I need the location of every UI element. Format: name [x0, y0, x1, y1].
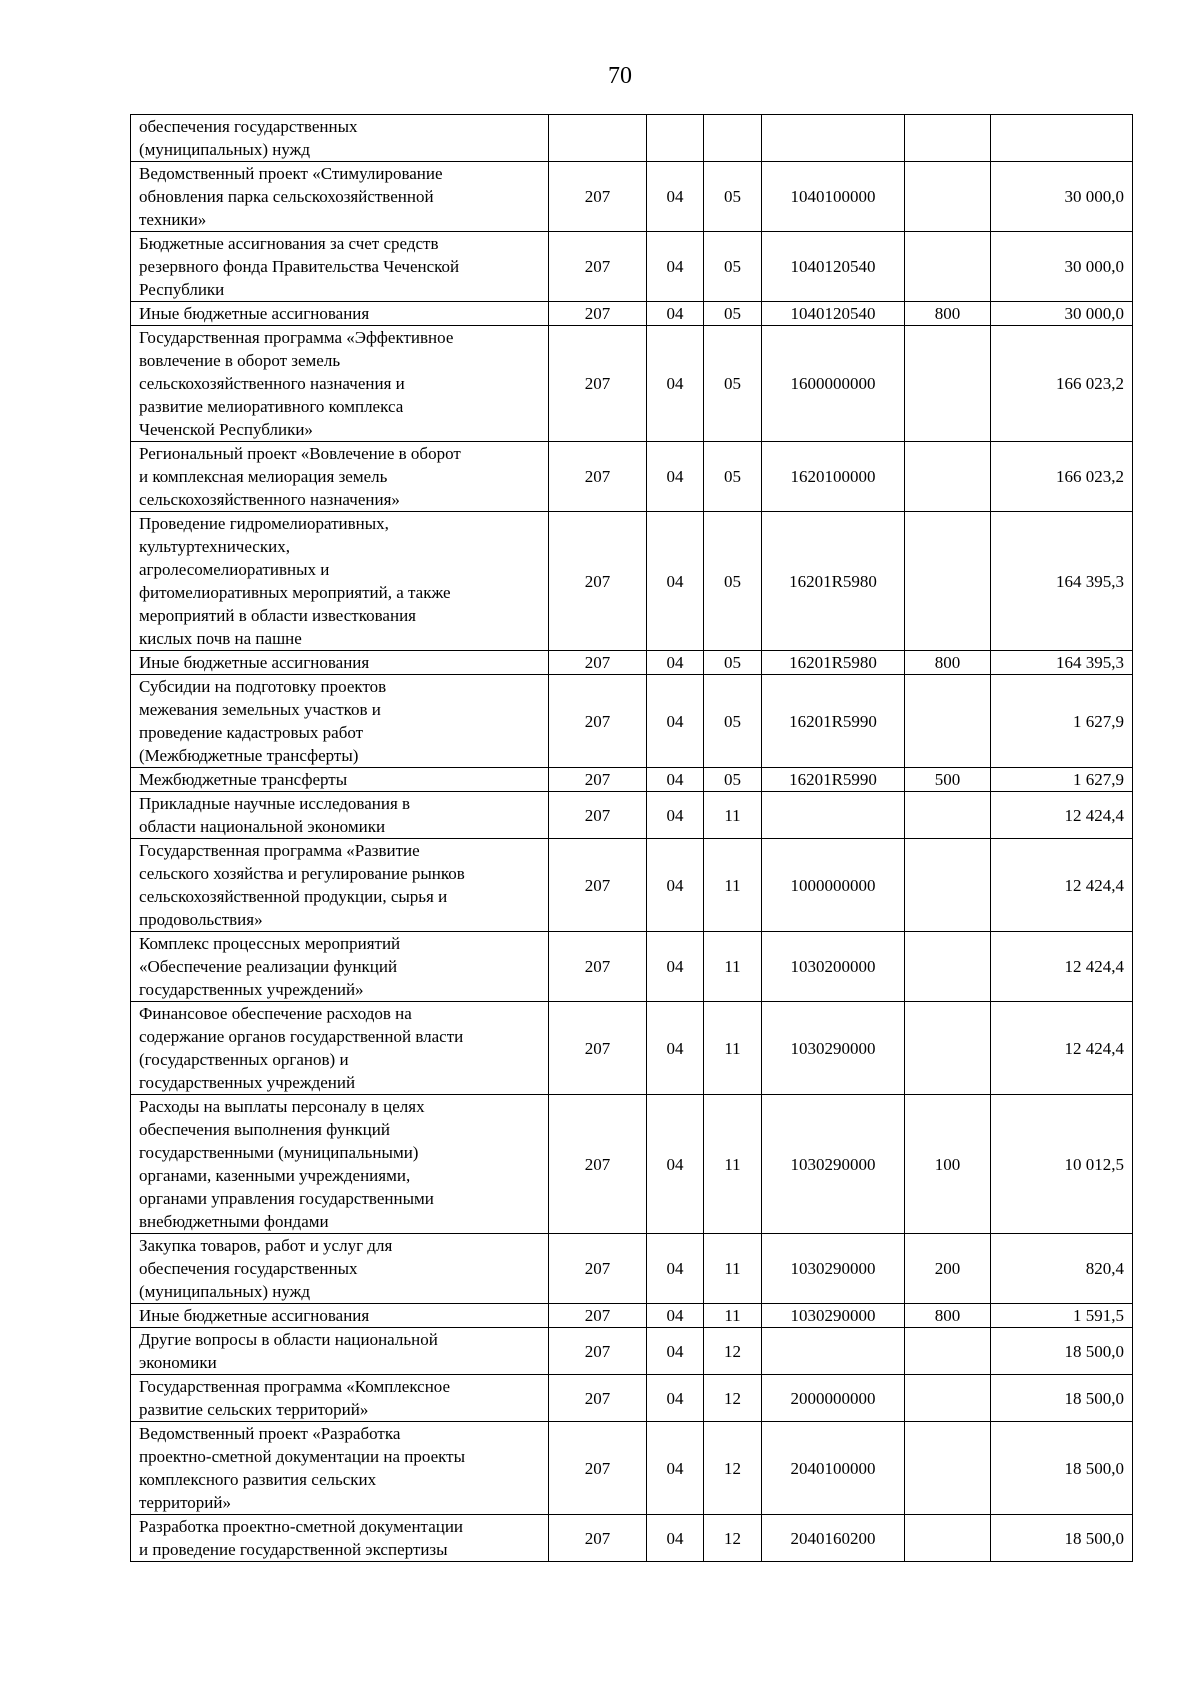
row-label: Государственная программа «Эффективное вовлечение в оборот земель сельскохозяйственного назначения и развитие мелиоративного комплекса Чеченской Республики» [139, 328, 454, 439]
table-row [131, 162, 1133, 232]
cell-value: 05 [724, 374, 741, 393]
cell-value: 1040120540 [790, 257, 876, 276]
cell-value: 12 424,4 [1064, 957, 1124, 976]
amount-cell [991, 675, 1133, 768]
cell-value: 1 591,5 [1073, 1306, 1124, 1325]
row-label: Иные бюджетные ассигнования [139, 1306, 370, 1325]
target-article-cell [762, 792, 905, 839]
amount-cell [991, 839, 1133, 932]
ministry-code-cell [549, 839, 647, 932]
cell-value: 04 [666, 711, 684, 731]
table-row [131, 651, 1133, 675]
expense-type-cell [905, 839, 991, 932]
expense-type-cell [905, 792, 991, 839]
cell-value: 04 [666, 1154, 684, 1174]
amount-cell [991, 1234, 1133, 1304]
cell-value: 11 [724, 957, 741, 976]
cell-value: 820,4 [1085, 1259, 1124, 1278]
subsection-code-cell [704, 1515, 762, 1562]
cell-value: 1 627,9 [1073, 711, 1124, 731]
amount-cell [991, 1422, 1133, 1515]
row-label: Ведомственный проект «Стимулирование обновления парка сельскохозяйственной техники» [139, 164, 443, 229]
cell-value: 164 395,3 [1056, 653, 1124, 672]
row-name-cell [131, 768, 549, 792]
amount-cell [991, 232, 1133, 302]
target-article-cell [762, 768, 905, 792]
cell-value: 16201R5990 [789, 770, 877, 789]
cell-value: 11 [724, 805, 741, 825]
amount-cell [991, 651, 1133, 675]
row-label: обеспечения государственных (муниципальных) нужд [139, 117, 358, 159]
cell-value: 04 [666, 805, 684, 825]
row-name-cell [131, 115, 549, 162]
table-row [131, 1515, 1133, 1562]
table-row [131, 932, 1133, 1002]
expense-type-cell [905, 1095, 991, 1234]
cell-value: 12 [724, 1458, 741, 1478]
cell-value: 2040160200 [790, 1528, 876, 1548]
row-name-cell [131, 1002, 549, 1095]
cell-value: 207 [584, 1038, 611, 1058]
table-row [131, 326, 1133, 442]
cell-value: 04 [666, 770, 684, 789]
expense-type-cell [905, 1304, 991, 1328]
amount-cell [991, 442, 1133, 512]
table-row [131, 792, 1133, 839]
cell-value: 04 [666, 1388, 684, 1408]
row-label: Межбюджетные трансферты [139, 770, 348, 789]
amount-cell [991, 1095, 1133, 1234]
subsection-code-cell [704, 651, 762, 675]
subsection-code-cell [704, 442, 762, 512]
subsection-code-cell [704, 1422, 762, 1515]
cell-value: 11 [724, 1306, 741, 1325]
cell-value: 207 [584, 805, 611, 825]
section-code-cell [647, 1002, 704, 1095]
table-row [131, 1234, 1133, 1304]
amount-cell [991, 115, 1133, 162]
row-name-cell [131, 1095, 549, 1234]
cell-value: 04 [666, 875, 684, 895]
cell-value: 30 000,0 [1064, 187, 1124, 206]
expense-type-cell [905, 1422, 991, 1515]
ministry-code-cell [549, 512, 647, 651]
table-row [131, 115, 1133, 162]
amount-cell [991, 1002, 1133, 1095]
cell-value: 800 [934, 653, 961, 672]
subsection-code-cell [704, 326, 762, 442]
subsection-code-cell [704, 1328, 762, 1375]
cell-value: 18 500,0 [1064, 1341, 1124, 1361]
cell-value: 1000000000 [790, 875, 876, 895]
section-code-cell [647, 232, 704, 302]
row-name-cell [131, 302, 549, 326]
expense-type-cell [905, 1234, 991, 1304]
target-article-cell [762, 675, 905, 768]
row-name-cell [131, 932, 549, 1002]
target-article-cell [762, 232, 905, 302]
row-label: Ведомственный проект «Разработка проектно-сметной документации на проекты комплексного развития сельских территорий» [139, 1424, 465, 1512]
cell-value: 04 [666, 1341, 684, 1361]
section-code-cell [647, 115, 704, 162]
row-label: Закупка товаров, работ и услуг для обеспечения государственных (муниципальных) нужд [139, 1236, 393, 1301]
ministry-code-cell [549, 326, 647, 442]
section-code-cell [647, 442, 704, 512]
cell-value: 1030290000 [790, 1306, 876, 1325]
cell-value: 1030290000 [790, 1038, 876, 1058]
target-article-cell [762, 162, 905, 232]
subsection-code-cell [704, 839, 762, 932]
cell-value: 11 [724, 1259, 741, 1278]
ministry-code-cell [549, 442, 647, 512]
page-number: 70 [608, 63, 632, 89]
cell-value: 16201R5980 [789, 571, 877, 591]
row-label: Бюджетные ассигнования за счет средств резервного фонда Правительства Чеченской Республики [139, 234, 460, 299]
cell-value: 04 [666, 957, 684, 976]
section-code-cell [647, 326, 704, 442]
amount-cell [991, 768, 1133, 792]
subsection-code-cell [704, 932, 762, 1002]
subsection-code-cell [704, 232, 762, 302]
table-row [131, 768, 1133, 792]
target-article-cell [762, 839, 905, 932]
cell-value: 207 [584, 1458, 611, 1478]
row-name-cell [131, 792, 549, 839]
cell-value: 05 [724, 571, 741, 591]
table-row [131, 232, 1133, 302]
target-article-cell [762, 1002, 905, 1095]
row-name-cell [131, 442, 549, 512]
table-row [131, 1095, 1133, 1234]
row-name-cell [131, 651, 549, 675]
table-row [131, 302, 1133, 326]
row-label: Проведение гидромелиоративных, культуртехнических, агролесомелиоративных и фитомелиоративных мероприятий, а также мероприятий в области известкования кислых почв на пашне [139, 514, 451, 648]
table-row [131, 512, 1133, 651]
subsection-code-cell [704, 302, 762, 326]
section-code-cell [647, 302, 704, 326]
cell-value: 04 [666, 374, 684, 393]
subsection-code-cell [704, 1095, 762, 1234]
cell-value: 04 [666, 1528, 684, 1548]
ministry-code-cell [549, 1328, 647, 1375]
section-code-cell [647, 792, 704, 839]
section-code-cell [647, 1304, 704, 1328]
target-article-cell [762, 1095, 905, 1234]
cell-value: 207 [584, 304, 611, 323]
section-code-cell [647, 675, 704, 768]
row-name-cell [131, 1515, 549, 1562]
cell-value: 16201R5980 [789, 653, 877, 672]
row-label: Другие вопросы в области национальной экономики [139, 1330, 438, 1372]
cell-value: 1600000000 [790, 374, 876, 393]
cell-value: 800 [934, 1306, 961, 1325]
cell-value: 207 [584, 1306, 611, 1325]
expense-type-cell [905, 1515, 991, 1562]
cell-value: 11 [724, 875, 741, 895]
budget-table [130, 114, 1133, 1562]
subsection-code-cell [704, 1002, 762, 1095]
cell-value: 05 [724, 770, 741, 789]
row-label: Прикладные научные исследования в области национальной экономики [139, 794, 411, 836]
subsection-code-cell [704, 162, 762, 232]
subsection-code-cell [704, 675, 762, 768]
target-article-cell [762, 932, 905, 1002]
target-article-cell [762, 115, 905, 162]
table-row [131, 1328, 1133, 1375]
cell-value: 04 [666, 257, 684, 276]
cell-value: 164 395,3 [1056, 571, 1124, 591]
cell-value: 05 [724, 304, 741, 323]
subsection-code-cell [704, 115, 762, 162]
cell-value: 05 [724, 653, 741, 672]
table-row [131, 1002, 1133, 1095]
section-code-cell [647, 162, 704, 232]
expense-type-cell [905, 675, 991, 768]
expense-type-cell [905, 1375, 991, 1422]
cell-value: 12 [724, 1528, 741, 1548]
cell-value: 200 [934, 1259, 961, 1278]
cell-value: 1 627,9 [1073, 770, 1124, 789]
ministry-code-cell [549, 232, 647, 302]
target-article-cell [762, 326, 905, 442]
section-code-cell [647, 768, 704, 792]
ministry-code-cell [549, 768, 647, 792]
subsection-code-cell [704, 1304, 762, 1328]
cell-value: 04 [666, 304, 684, 323]
section-code-cell [647, 1328, 704, 1375]
table-row [131, 839, 1133, 932]
subsection-code-cell [704, 768, 762, 792]
cell-value: 10 012,5 [1064, 1154, 1124, 1174]
cell-value: 207 [584, 711, 611, 731]
cell-value: 30 000,0 [1064, 257, 1124, 276]
target-article-cell [762, 651, 905, 675]
amount-cell [991, 512, 1133, 651]
expense-type-cell [905, 932, 991, 1002]
amount-cell [991, 1304, 1133, 1328]
cell-value: 207 [584, 1259, 611, 1278]
cell-value: 1030290000 [790, 1154, 876, 1174]
target-article-cell [762, 512, 905, 651]
cell-value: 207 [584, 653, 611, 672]
row-label: Иные бюджетные ассигнования [139, 653, 370, 672]
expense-type-cell [905, 162, 991, 232]
ministry-code-cell [549, 1095, 647, 1234]
row-name-cell [131, 839, 549, 932]
section-code-cell [647, 932, 704, 1002]
ministry-code-cell [549, 1304, 647, 1328]
expense-type-cell [905, 232, 991, 302]
ministry-code-cell [549, 651, 647, 675]
cell-value: 18 500,0 [1064, 1458, 1124, 1478]
subsection-code-cell [704, 1234, 762, 1304]
cell-value: 2000000000 [790, 1388, 876, 1408]
cell-value: 207 [584, 257, 611, 276]
ministry-code-cell [549, 932, 647, 1002]
amount-cell [991, 1515, 1133, 1562]
expense-type-cell [905, 1328, 991, 1375]
cell-value: 18 500,0 [1064, 1388, 1124, 1408]
ministry-code-cell [549, 1375, 647, 1422]
row-name-cell [131, 326, 549, 442]
ministry-code-cell [549, 162, 647, 232]
cell-value: 04 [666, 1458, 684, 1478]
expense-type-cell [905, 326, 991, 442]
cell-value: 207 [584, 957, 611, 976]
target-article-cell [762, 1515, 905, 1562]
cell-value: 1040100000 [790, 187, 876, 206]
table-row [131, 442, 1133, 512]
cell-value: 1030290000 [790, 1259, 876, 1278]
amount-cell [991, 302, 1133, 326]
ministry-code-cell [549, 1234, 647, 1304]
subsection-code-cell [704, 512, 762, 651]
cell-value: 11 [724, 1154, 741, 1174]
cell-value: 05 [724, 711, 741, 731]
section-code-cell [647, 1422, 704, 1515]
table-row [131, 675, 1133, 768]
cell-value: 207 [584, 1154, 611, 1174]
cell-value: 04 [666, 187, 684, 206]
cell-value: 18 500,0 [1064, 1528, 1124, 1548]
ministry-code-cell [549, 1515, 647, 1562]
cell-value: 11 [724, 1038, 741, 1058]
row-name-cell [131, 1234, 549, 1304]
cell-value: 1620100000 [790, 467, 876, 486]
subsection-code-cell [704, 792, 762, 839]
expense-type-cell [905, 302, 991, 326]
cell-value: 04 [666, 1306, 684, 1325]
cell-value: 12 424,4 [1064, 1038, 1124, 1058]
cell-value: 207 [584, 374, 611, 393]
cell-value: 30 000,0 [1064, 304, 1124, 323]
cell-value: 100 [934, 1154, 961, 1174]
section-code-cell [647, 512, 704, 651]
cell-value: 12 [724, 1341, 741, 1361]
amount-cell [991, 326, 1133, 442]
cell-value: 12 424,4 [1064, 805, 1124, 825]
table-row [131, 1304, 1133, 1328]
section-code-cell [647, 651, 704, 675]
row-label: Государственная программа «Комплексное развитие сельских территорий» [139, 1377, 451, 1419]
cell-value: 207 [584, 1388, 611, 1408]
cell-value: 207 [584, 187, 611, 206]
cell-value: 207 [584, 467, 611, 486]
cell-value: 207 [584, 571, 611, 591]
subsection-code-cell [704, 1375, 762, 1422]
cell-value: 800 [934, 304, 961, 323]
row-name-cell [131, 1422, 549, 1515]
row-label: Расходы на выплаты персоналу в целях обеспечения выполнения функций государственными (муниципальными) органами, казенными учреждениями, органами управления государственными внебюджетными фондами [139, 1097, 434, 1231]
expense-type-cell [905, 651, 991, 675]
cell-value: 2040100000 [790, 1458, 876, 1478]
cell-value: 12 [724, 1388, 741, 1408]
amount-cell [991, 792, 1133, 839]
row-label: Иные бюджетные ассигнования [139, 304, 370, 323]
cell-value: 05 [724, 257, 741, 276]
cell-value: 12 424,4 [1064, 875, 1124, 895]
expense-type-cell [905, 115, 991, 162]
ministry-code-cell [549, 1002, 647, 1095]
cell-value: 166 023,2 [1056, 374, 1124, 393]
row-name-cell [131, 675, 549, 768]
table-body [131, 115, 1133, 1562]
amount-cell [991, 1375, 1133, 1422]
row-label: Региональный проект «Вовлечение в оборот и комплексная мелиорация земель сельскохозяйственного назначения» [139, 444, 461, 509]
expense-type-cell [905, 442, 991, 512]
section-code-cell [647, 1515, 704, 1562]
target-article-cell [762, 1422, 905, 1515]
cell-value: 04 [666, 653, 684, 672]
target-article-cell [762, 442, 905, 512]
target-article-cell [762, 1328, 905, 1375]
cell-value: 04 [666, 1038, 684, 1058]
cell-value: 1040120540 [790, 304, 876, 323]
section-code-cell [647, 1095, 704, 1234]
cell-value: 500 [934, 770, 961, 789]
cell-value: 04 [666, 467, 684, 486]
expense-type-cell [905, 768, 991, 792]
row-label: Разработка проектно-сметной документации и проведение государственной экспертизы [139, 1517, 464, 1559]
ministry-code-cell [549, 1422, 647, 1515]
amount-cell [991, 932, 1133, 1002]
section-code-cell [647, 839, 704, 932]
amount-cell [991, 1328, 1133, 1375]
target-article-cell [762, 1375, 905, 1422]
row-label: Комплекс процессных мероприятий «Обеспечение реализации функций государственных учреждений» [139, 934, 401, 999]
row-name-cell [131, 512, 549, 651]
section-code-cell [647, 1375, 704, 1422]
cell-value: 16201R5990 [789, 711, 877, 731]
table-row [131, 1422, 1133, 1515]
ministry-code-cell [549, 302, 647, 326]
ministry-code-cell [549, 115, 647, 162]
ministry-code-cell [549, 792, 647, 839]
cell-value: 1030200000 [790, 957, 876, 976]
cell-value: 207 [584, 1528, 611, 1548]
target-article-cell [762, 302, 905, 326]
cell-value: 05 [724, 467, 741, 486]
expense-type-cell [905, 1002, 991, 1095]
table-row [131, 1375, 1133, 1422]
cell-value: 207 [584, 875, 611, 895]
target-article-cell [762, 1304, 905, 1328]
cell-value: 166 023,2 [1056, 467, 1124, 486]
row-name-cell [131, 1304, 549, 1328]
cell-value: 207 [584, 1341, 611, 1361]
cell-value: 05 [724, 187, 741, 206]
cell-value: 04 [666, 571, 684, 591]
row-label: Государственная программа «Развитие сельского хозяйства и регулирование рынков сельскохозяйственной продукции, сырья и продовольствия» [139, 841, 465, 929]
row-name-cell [131, 1328, 549, 1375]
row-label: Финансовое обеспечение расходов на содержание органов государственной власти (государственных органов) и государственных учреждений [139, 1004, 464, 1092]
cell-value: 04 [666, 1259, 684, 1278]
row-label: Субсидии на подготовку проектов межевания земельных участков и проведение кадастровых работ (Межбюджетные трансферты) [139, 677, 387, 765]
row-name-cell [131, 232, 549, 302]
amount-cell [991, 162, 1133, 232]
ministry-code-cell [549, 675, 647, 768]
row-name-cell [131, 162, 549, 232]
row-name-cell [131, 1375, 549, 1422]
expense-type-cell [905, 512, 991, 651]
target-article-cell [762, 1234, 905, 1304]
section-code-cell [647, 1234, 704, 1304]
cell-value: 207 [584, 770, 611, 789]
